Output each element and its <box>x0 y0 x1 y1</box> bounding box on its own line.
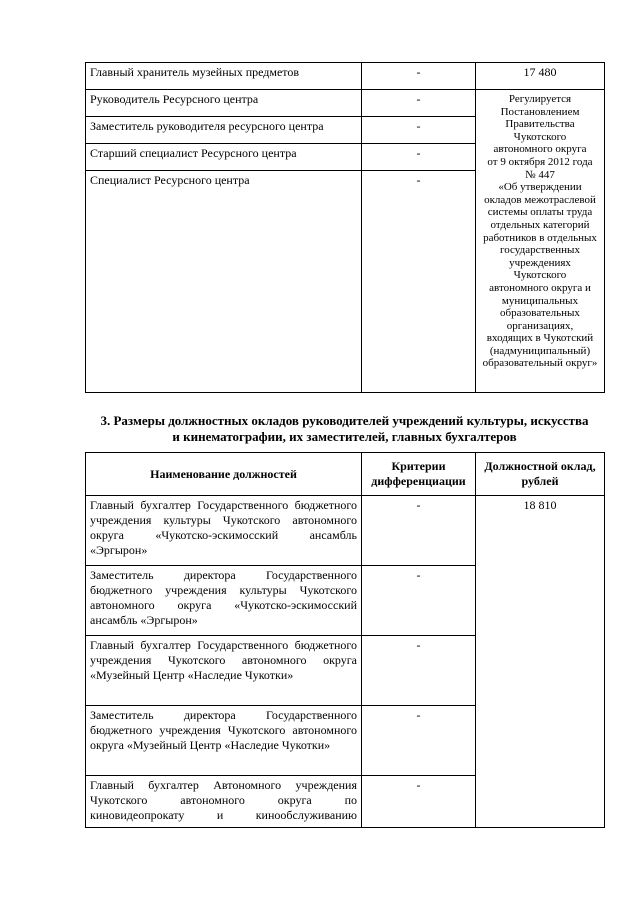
table-row <box>86 90 605 117</box>
position-name: Главный бухгалтер Государственного бюджетного учреждения культуры Чукотского автономного округа «Чукотско-эскимосский ансамбль «Эргырон» <box>86 496 362 566</box>
table-row <box>86 496 605 566</box>
section-heading: 3. Размеры должностных окладов руководителей учреждений культуры, искусства и кинематографии, их заместителей, главных бухгалтеров <box>100 413 589 444</box>
criteria-value: - <box>362 144 476 171</box>
criteria-value: - <box>362 776 476 828</box>
position-name: Заместитель руководителя ресурсного центра <box>86 117 362 144</box>
table-row <box>86 63 605 90</box>
criteria-value: - <box>362 706 476 776</box>
positions-table-continued <box>85 62 605 393</box>
position-name: Заместитель директора Государственного бюджетного учреждения культуры Чукотского автономного округа «Чукотско-эскимосский ансамбль «Эргырон» <box>86 566 362 636</box>
table-header-row <box>86 453 605 496</box>
criteria-value: - <box>362 496 476 566</box>
position-name: Главный бухгалтер Государственного бюджетного учреждения Чукотского автономного округа «Музейный Центр «Наследие Чукотки» <box>86 636 362 706</box>
managers-salary-table <box>85 452 605 828</box>
position-name: Специалист Ресурсного центра <box>86 171 362 393</box>
regulation-note: Регулируется Постановлением Правительства Чукотского автономного округа от 9 октября 2012 года № 447 «Об утверждении окладов межотраслевой системы оплаты труда отдельных категорий работников в отдельных государственных учреждениях Чукотского автономного округа и муниципальных образовательных организациях, входящих в Чукотский (надмуниципальный) образовательный округ» <box>476 90 605 393</box>
position-name: Главный хранитель музейных предметов <box>86 63 362 90</box>
criteria-value: - <box>362 117 476 144</box>
criteria-value: - <box>362 171 476 393</box>
criteria-value: - <box>362 636 476 706</box>
salary-value: 17 480 <box>476 63 605 90</box>
column-header-salary: Должностной оклад, рублей <box>476 453 605 496</box>
salary-value: 18 810 <box>476 496 605 828</box>
criteria-value: - <box>362 90 476 117</box>
criteria-value: - <box>362 566 476 636</box>
position-name: Руководитель Ресурсного центра <box>86 90 362 117</box>
position-name: Заместитель директора Государственного бюджетного учреждения Чукотского автономного округа «Музейный Центр «Наследие Чукотки» <box>86 706 362 776</box>
position-name: Главный бухгалтер Автономного учреждения Чукотского автономного округа по киновидеопрокату и кинообслуживанию <box>86 776 362 828</box>
column-header-criteria: Критерии дифференциации <box>362 453 476 496</box>
criteria-value: - <box>362 63 476 90</box>
position-name: Старший специалист Ресурсного центра <box>86 144 362 171</box>
column-header-position: Наименование должностей <box>86 453 362 496</box>
